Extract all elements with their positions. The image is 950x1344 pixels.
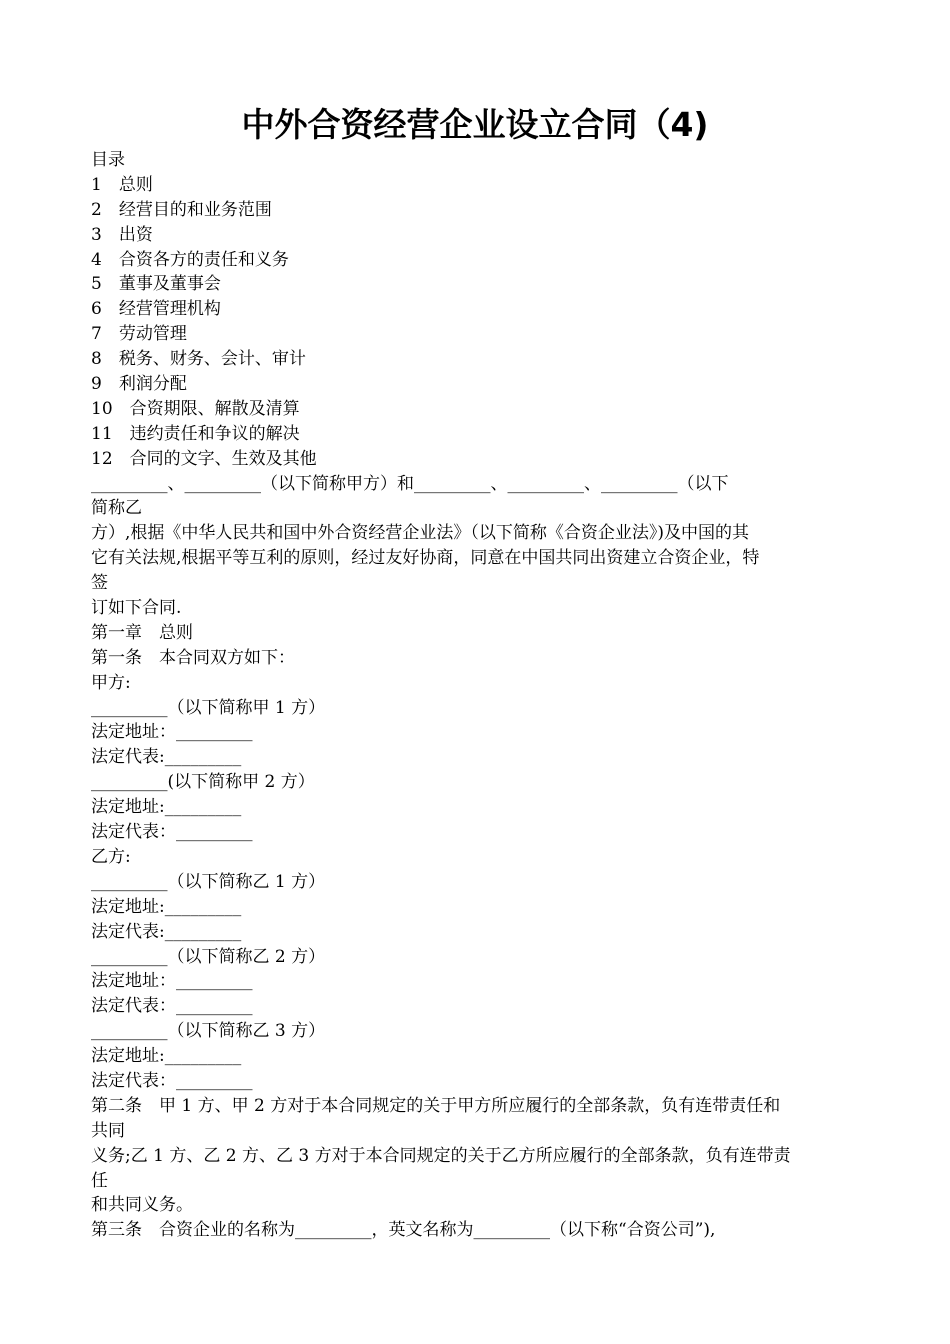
text-line: 法定地址：_________ [91,971,253,992]
text-line: 7 劳动管理 [91,324,187,345]
text-line: 8 税务、财务、会计、审计 [91,349,306,370]
text-line: 签 [91,573,108,594]
text-line: 法定代表:_________ [91,921,242,942]
text-line: 甲方: [91,672,131,693]
text-line: 1 总则 [91,174,153,195]
text-line: _________、_________（以下简称甲方）和_________、_________、_________（以下 [91,473,729,494]
text-line: 12 合同的文字、生效及其他 [91,448,317,469]
text-line: 6 经营管理机构 [91,299,221,320]
text-line: 法定地址:_________ [91,896,242,917]
text-line: _________（以下简称乙 3 方） [91,1021,326,1042]
text-line: 法定代表：_________ [91,1070,253,1091]
text-line: 第二条 甲 1 方、甲 2 方对于本合同规定的关于甲方所应履行的全部条款，负有连带责任和 [91,1095,781,1116]
text-line: 第一条 本合同双方如下： [91,647,295,668]
text-line: _________（以下简称乙 1 方） [91,871,326,892]
document-body [91,148,871,1243]
text-line: 和共同义务。 [91,1195,193,1216]
text-line: 第一章 总则 [91,622,193,643]
document-title: 中外合资经营企业设立合同（4) [241,105,709,144]
text-line: 法定地址：_________ [91,722,253,743]
text-line: 它有关法规,根据平等互利的原则，经过友好协商，同意在中国共同出资建立合资企业，特 [91,548,760,569]
text-line: 简称乙 [91,498,142,519]
text-line: 3 出资 [91,224,153,245]
text-line: 共同 [91,1120,125,1141]
text-line: _________（以下简称甲 1 方） [91,697,326,718]
text-line: 9 利润分配 [91,374,187,395]
text-line: 目录 [91,150,125,170]
text-line: _________（以下简称乙 2 方） [91,946,326,967]
text-line: 法定代表:_________ [91,747,242,768]
text-line: 5 董事及董事会 [91,274,221,295]
text-line: 2 经营目的和业务范围 [91,199,272,220]
text-line: 法定代表：_________ [91,996,253,1017]
text-line: 法定地址:_________ [91,1046,242,1067]
text-line: 订如下合同. [91,598,182,619]
text-line: 任 [91,1170,108,1191]
text-line: _________(以下简称甲 2 方） [91,772,315,793]
text-line: 方）,根据《中华人民共和国中外合资经营企业法》（以下简称《合资企业法》)及中国的其 [91,523,750,544]
text-line: 义务;乙 1 方、乙 2 方、乙 3 方对于本合同规定的关于乙方所应履行的全部条款，负有连带责 [91,1145,791,1166]
text-line: 10 合资期限、解散及清算 [91,398,300,419]
text-line: 11 违约责任和争议的解决 [91,423,300,444]
text-line: 第三条 合资企业的名称为_________，英文名称为_________（以下称“合资公司”), [91,1220,716,1241]
text-line: 法定代表：_________ [91,822,253,843]
text-line: 4 合资各方的责任和义务 [91,249,289,270]
text-line: 乙方: [91,846,131,867]
text-line: 法定地址:_________ [91,797,242,818]
